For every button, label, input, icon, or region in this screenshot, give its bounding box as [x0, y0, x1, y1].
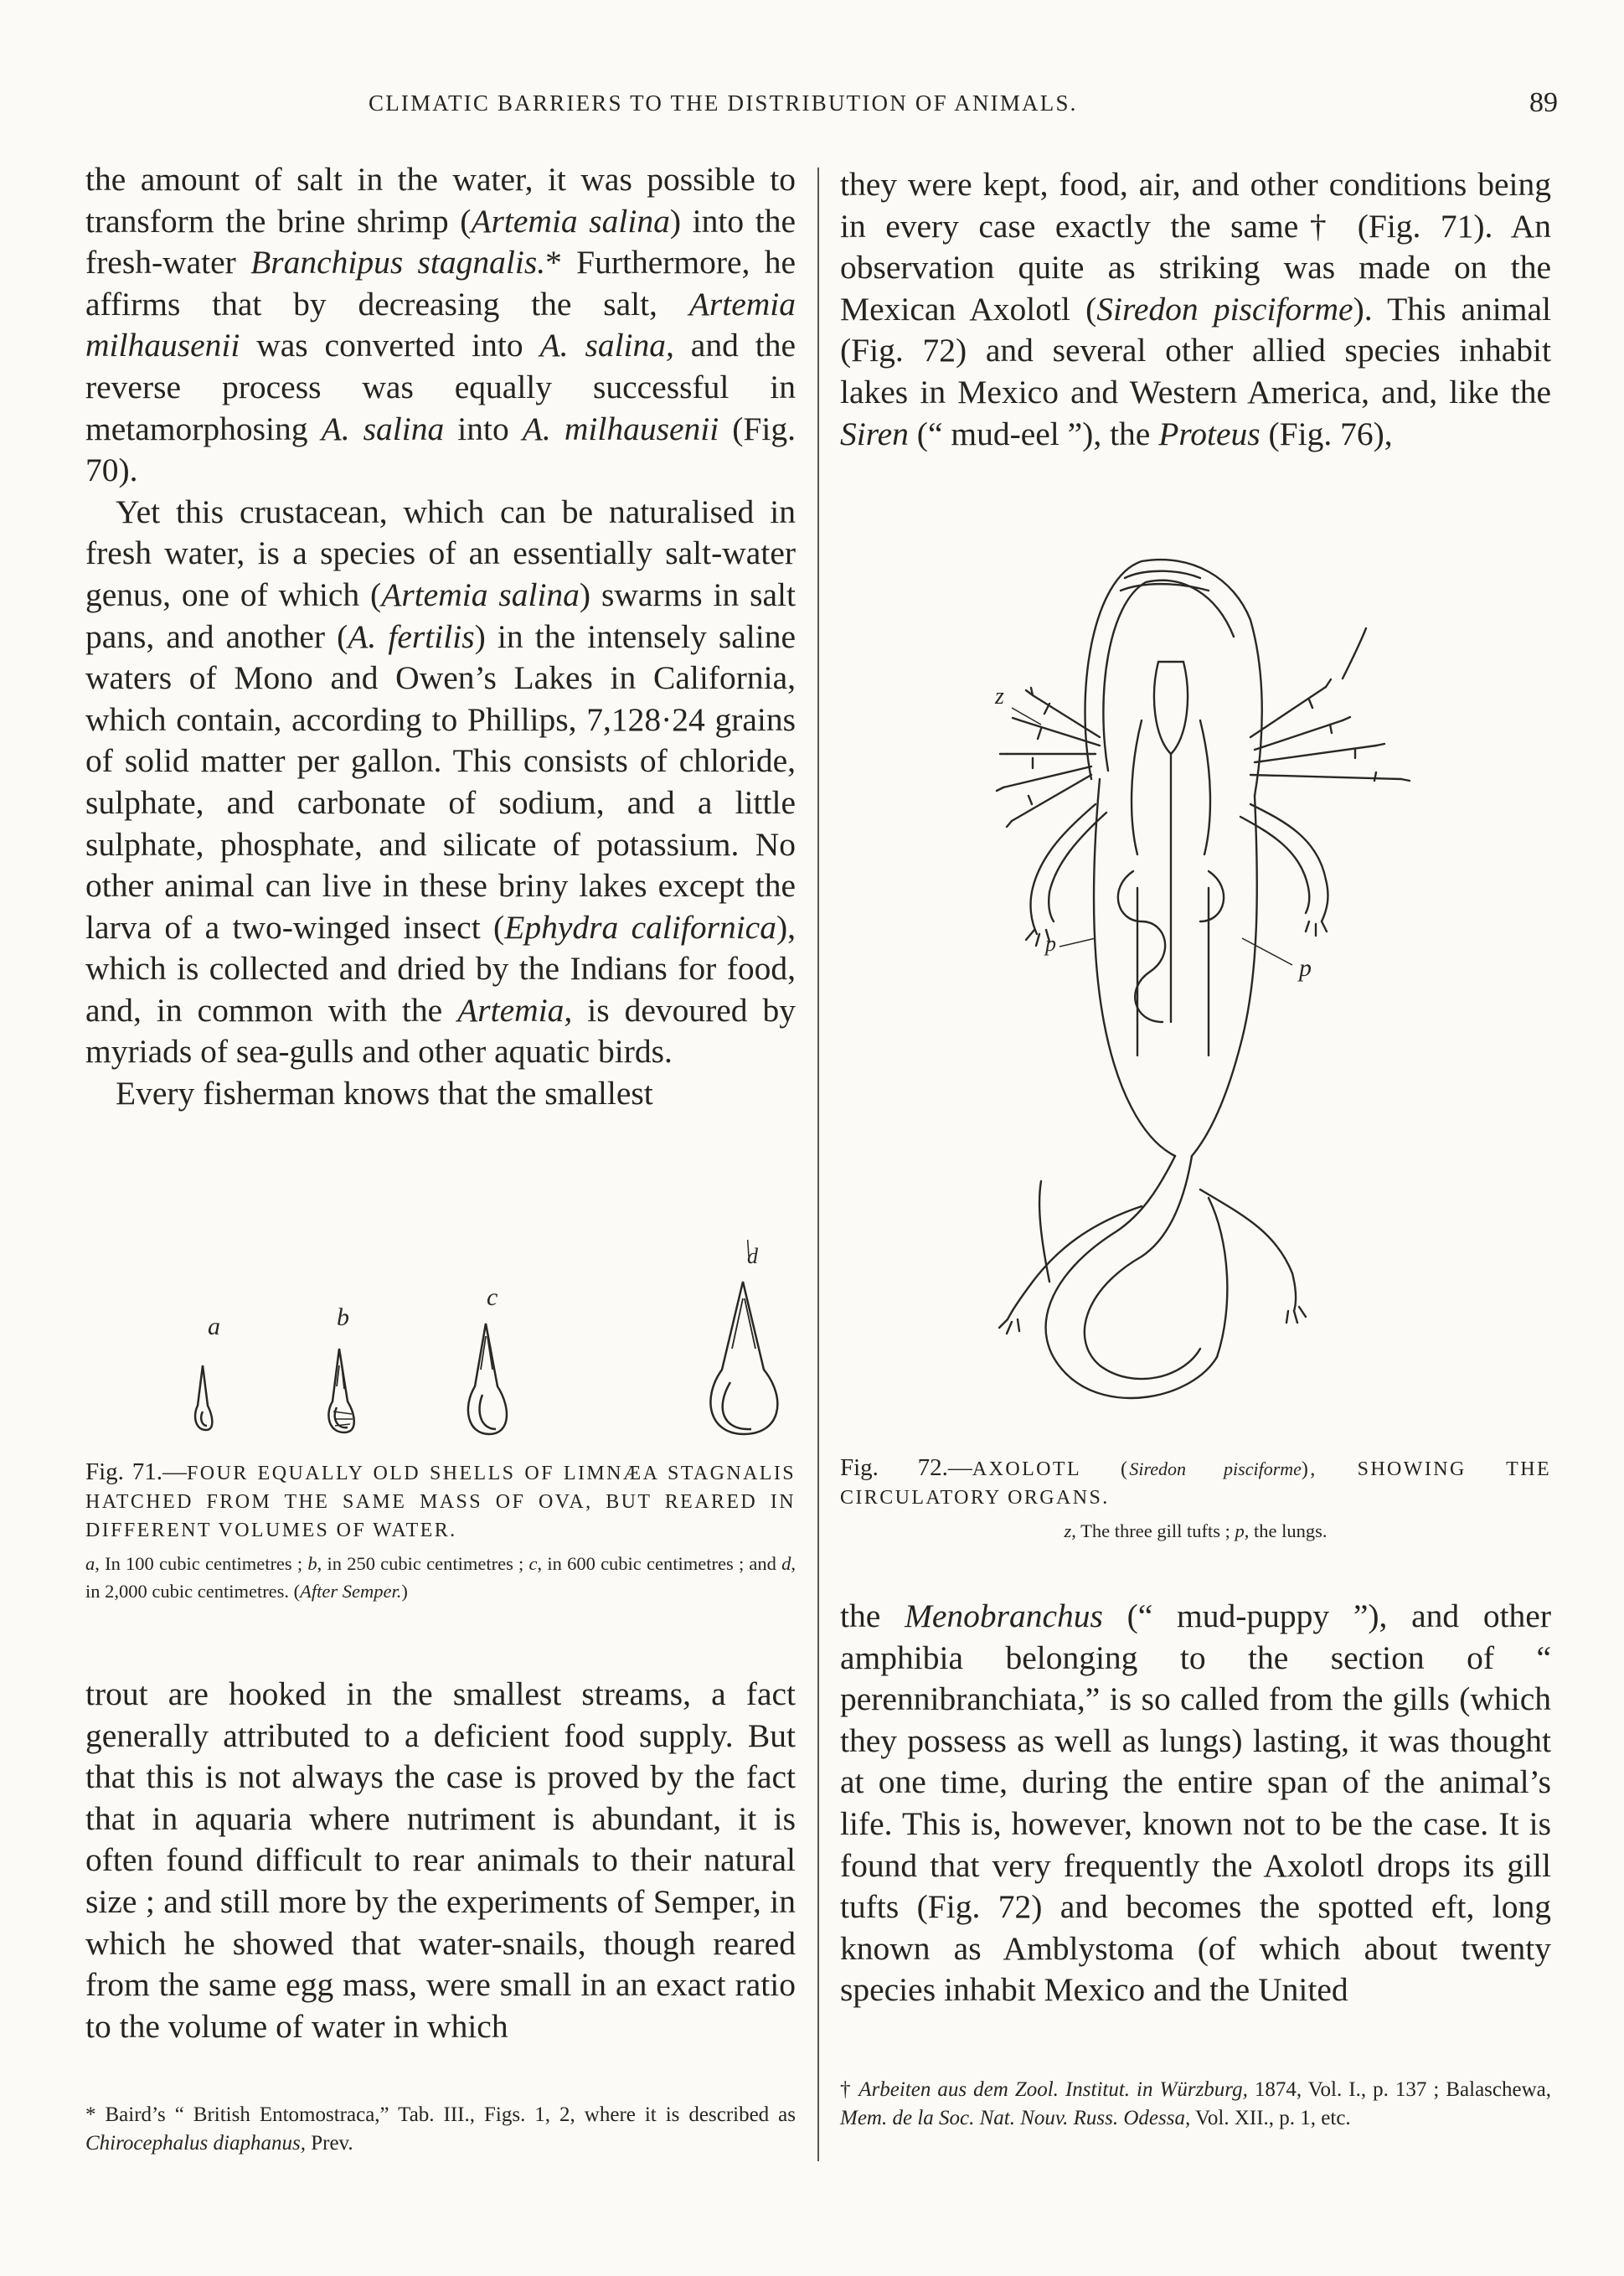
footnote-dagger: [840, 2076, 1551, 2133]
paragraph-brine-shrimp: the amount of salt in the water, it was possible to transform the brine shrimp (Artemia salina) into the fresh-water Branchipus stagnalis.* Furthermore, he affirms that by decreasing the salt, Artemia milhausenii was converted into A. salina, and the reverse process was equally successful in metamorphosing A. salina into A. milhausenii (Fig. 70).: [85, 161, 797, 489]
paragraph-trout: trout are hooked in the smallest streams, a fact generally attributed to a deficient food supply. But that this is not always the case is proved by the fact that in aquaria where nutriment is abundant, it is often found difficult to rear animals to their natural size ; and still more by the experiments of Semper, in which he showed that water-snails, though reared from the same egg mass, were small in an exact ratio to the volume of water in which: [85, 1675, 796, 2045]
footnote-arbeiten: † Arbeiten aus dem Zool. Institut. in Würzburg, 1874, Vol. I., p. 137 ; Balaschewa, Mem. de la Soc. Nat. Nouv. Russ. Odessa, Vol. XII., p. 1, etc.: [840, 2078, 1551, 2129]
figure-72: [840, 553, 1551, 1437]
left-column: [85, 159, 796, 1115]
label-p-left: p: [1045, 932, 1056, 956]
figure-71-caption: [85, 1458, 796, 1605]
label-a: a: [208, 1313, 220, 1340]
paragraph-menobranchus: the Menobranchus (“ mud-puppy ”), and other amphibia belonging to the section of “ perennibranchiata,” is so called from the gills (which they possess as well as lungs) lasting, it was thought at one time, during the entire span of the animal’s life. This is, however, known not to be the case. It is found that very frequently the Axolotl drops its gill tufts (Fig. 72) and becomes the spotted eft, long known as Amblystoma (of which about twenty species inhabit Mexico and the United: [840, 1597, 1551, 2009]
label-c: c: [487, 1283, 498, 1311]
paragraph-axolotl: they were kept, food, air, and other conditions being in every case exactly the same† (Fig. 71). An observation quite as striking was made on the Mexican Axolotl (Siredon pisciforme). This animal (Fig. 72) and several other allied species inhabit lakes in Mexico and Western America, and, like the Siren (“ mud-eel ”), the Proteus (Fig. 76),: [840, 166, 1551, 452]
fig71-caption-title: Fig. 71.—FOUR EQUALLY OLD SHELLS OF LIMNÆA STAGNALIS HATCHED FROM THE SAME MASS OF OVA, BUT REARED IN DIFFERENT VOLUMES OF WATER.: [85, 1458, 796, 1541]
fig72-caption-title: Fig. 72.—AXOLOTL (Siredon pisciforme), SHOWING THE CIRCULATORY ORGANS.: [840, 1454, 1551, 1509]
left-column-lower: [85, 1674, 796, 2047]
label-d: d: [747, 1244, 758, 1268]
axolotl-illustration: [840, 553, 1551, 1432]
label-z: z: [995, 684, 1004, 710]
shell-c: [468, 1324, 507, 1434]
column-divider: [817, 168, 819, 2161]
shell-a: [195, 1365, 212, 1430]
paragraph-crustacean: Yet this crustacean, which can be naturalised in fresh water, is a species of an essentially salt-water genus, one of which (Artemia salina) swarms in salt pans, and another (A. fertilis) in the intensely saline waters of Mono and Owen’s Lakes in California, which contain, according to Phillips, 7,128·24 grains of solid matter per gallon. This consists of chloride, sulphate, and carbonate of sodium, and a little sulphate, phosphate, and silicate of potassium. No other animal can live in these briny lakes except the larva of a two-winged insect (Ephydra californica), which is collected and dried by the Indians for food, and, in common with the Artemia, is devoured by myriads of sea-gulls and other aquatic birds.: [85, 493, 796, 1071]
page-number: 89: [1529, 87, 1558, 118]
right-column: [840, 164, 1551, 455]
footnote-star: [85, 2101, 796, 2158]
right-column-lower: [840, 1596, 1551, 2011]
running-head: CLIMATIC BARRIERS TO THE DISTRIBUTION OF ANIMALS.: [369, 90, 1078, 116]
fig72-caption-note: z, The three gill tufts ; p, the lungs.: [1064, 1520, 1328, 1541]
shell-b: [328, 1349, 353, 1432]
figure-72-caption: [840, 1453, 1551, 1545]
label-p-right: p: [1299, 954, 1312, 982]
shell-d: [710, 1240, 777, 1434]
figure-71: [85, 1240, 796, 1453]
footnote-baird: * Baird’s “ British Entomostraca,” Tab. III., Figs. 1, 2, where it is described as Chirocephalus diaphanus, Prev.: [85, 2103, 796, 2155]
label-b: b: [337, 1303, 349, 1331]
fig71-caption-note: a, In 100 cubic centimetres ; b, in 250 cubic centimetres ; c, in 600 cubic centimetres ; and d, in 2,000 cubic centimetres. (After Semper.): [85, 1553, 796, 1602]
snail-shells-illustration: [85, 1240, 796, 1449]
paragraph-fisherman: Every fisherman knows that the smallest: [116, 1075, 653, 1112]
